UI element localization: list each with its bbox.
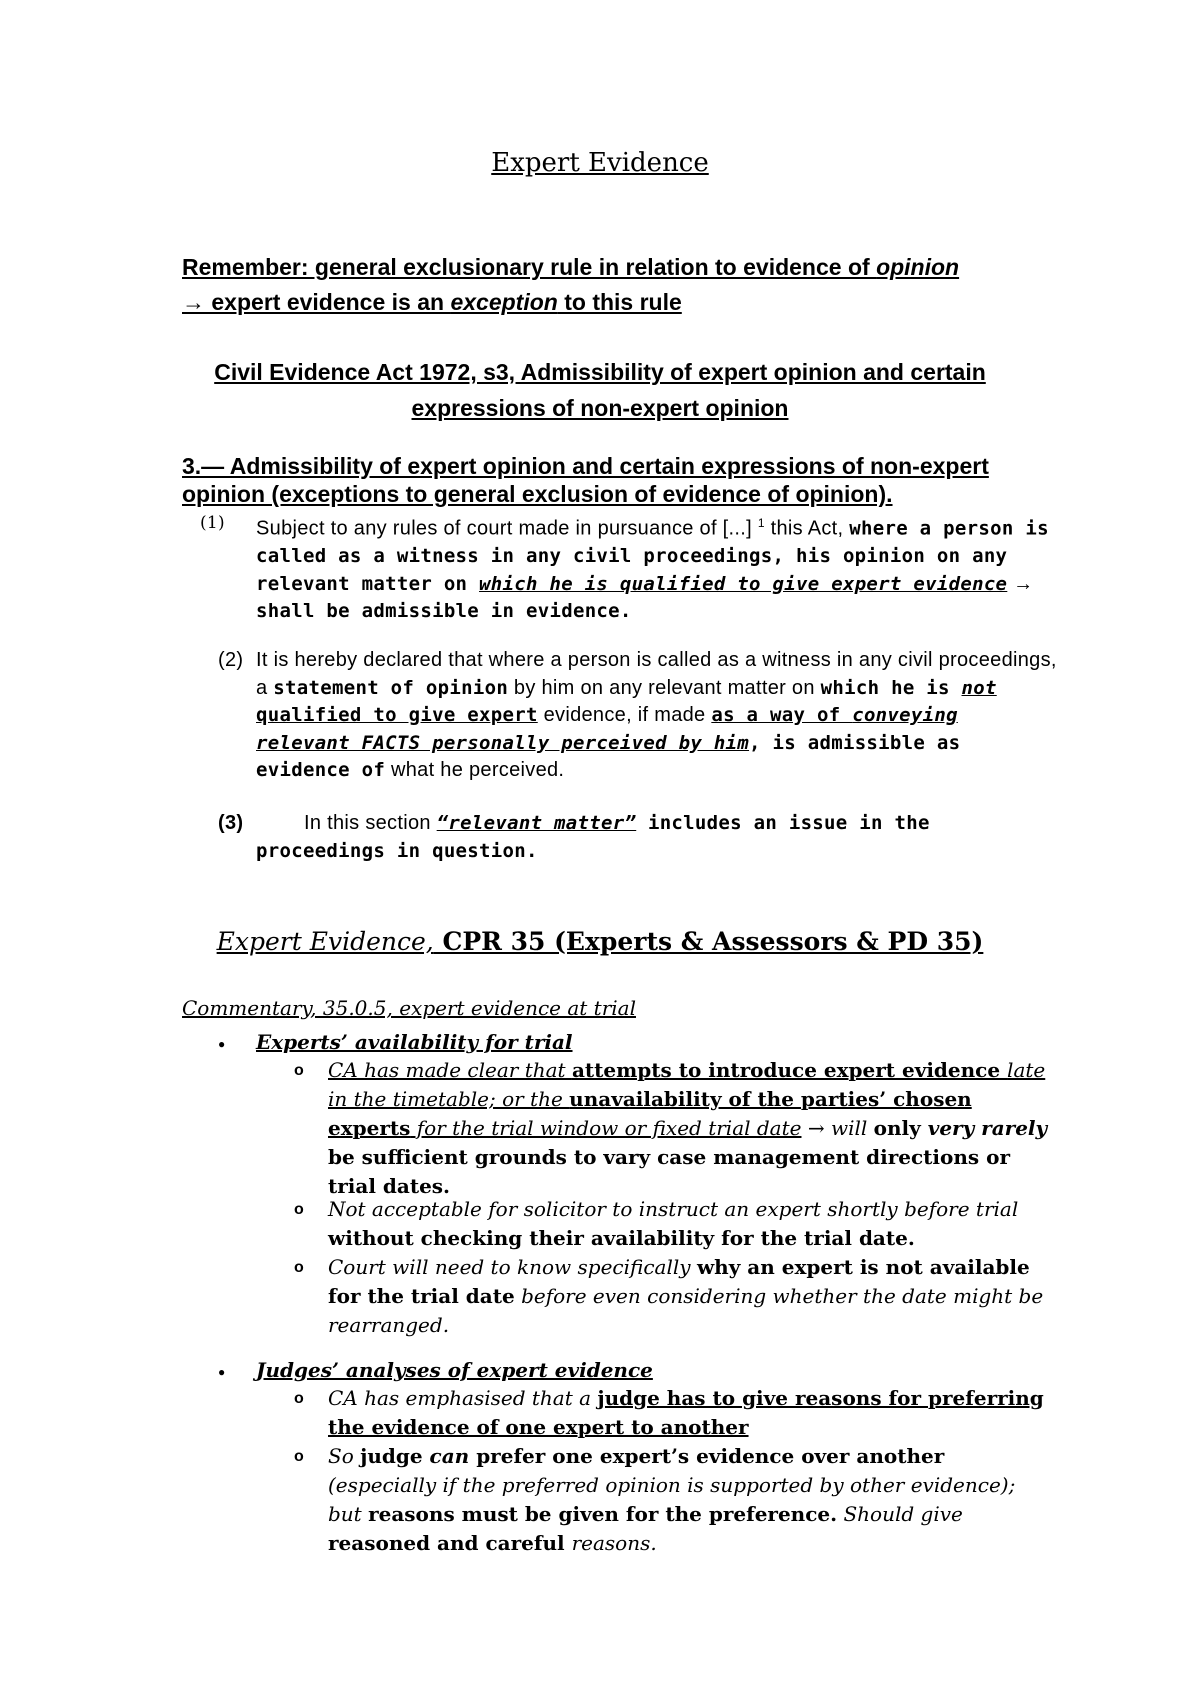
sub2-text-h: as a way of: [711, 704, 853, 726]
sub-bullet-icon: o: [294, 1201, 304, 1218]
sub-bullet-icon: o: [294, 1448, 304, 1465]
commentary-heading: Commentary, 35.0.5, expert evidence at trial: [182, 996, 636, 1020]
sub2-text-g: evidence, if made: [537, 704, 712, 726]
exception-emphasis: exception: [450, 289, 558, 315]
sub1-text-c: where a person is called as a witness in any civil proceedings, his opinion on any relevant matter on: [256, 517, 1049, 595]
sub2-text-j: , is admissible as evidence of: [256, 731, 961, 781]
footnote-marker: 1: [757, 516, 765, 530]
segment: can: [429, 1444, 470, 1468]
group-label: Judges’ analyses of expert evidence: [256, 1358, 653, 1382]
sub1-text-e: shall be admissible in evidence.: [256, 600, 632, 623]
arrow-icon: →: [1013, 572, 1034, 595]
section-3-heading: 3.— Admissibility of expert opinion and certain expressions of non-expert opinion (exceptions to general exclusion of evidence of opinion).: [182, 453, 989, 507]
segment: judge has to give reasons for preferring the evidence of one expert to another: [328, 1386, 1044, 1439]
segment: why an expert is not available for the trial date: [328, 1255, 1030, 1308]
page-title: Expert Evidence: [491, 148, 709, 178]
remember-text-2: expert evidence is an: [205, 289, 451, 315]
segment: CA has made clear that: [328, 1058, 572, 1082]
segment: prefer one expert’s evidence over another: [469, 1444, 945, 1468]
segment: reasons.: [571, 1531, 657, 1555]
segment: be sufficient grounds to vary case management directions or trial dates.: [328, 1145, 1011, 1198]
segment: before even considering whether the date might be rearranged.: [328, 1284, 1044, 1337]
segment: attempts to introduce expert evidence: [571, 1058, 1008, 1082]
list-item: [328, 1253, 1048, 1340]
remember-note: [182, 250, 1042, 320]
segment: without checking their availability for the trial date.: [328, 1226, 915, 1250]
bullet-icon: ●: [218, 1365, 226, 1379]
opinion-emphasis: opinion: [876, 254, 960, 280]
sub2-text-a: It is hereby declared that where a person is called as a witness in any civil proceedings, a: [256, 649, 1057, 699]
sub2-text-d: which he is: [820, 676, 962, 699]
sub-bullet-icon: o: [294, 1062, 304, 1079]
list-item: [328, 1442, 1048, 1558]
segment: judge: [360, 1444, 430, 1468]
segment: only: [873, 1116, 928, 1140]
cea-heading: Civil Evidence Act 1972, s3, Admissibility of expert opinion and certain expressions of non-expert opinion: [214, 359, 986, 421]
subsection-2: [182, 647, 1062, 785]
group-label: Experts’ availability for trial: [256, 1030, 573, 1054]
segment: late in the timetable; or the: [328, 1058, 1046, 1111]
sub2-not-emphasis: not: [961, 676, 997, 699]
segment: Court will need to know specifically: [328, 1255, 697, 1279]
segment: very rarely: [927, 1116, 1048, 1140]
segment: Not acceptable for solicitor to instruct an expert shortly before trial: [328, 1197, 1019, 1221]
segment: reasons must be given for the preference.: [368, 1502, 838, 1526]
cpr-heading-rest: CPR 35 (Experts & Assessors & PD 35): [433, 927, 984, 956]
sub2-facts-emphasis: conveying relevant FACTS personally perceived by him: [256, 704, 958, 754]
relevant-matter-term: “relevant matter”: [436, 812, 637, 834]
segment: (especially if the preferred opinion is supported by other evidence); but: [328, 1473, 1016, 1526]
cpr-heading: [0, 927, 1200, 956]
arrow-icon: →: [182, 289, 205, 315]
list-item: [328, 1384, 1048, 1442]
sub3-text-c: includes an issue in the proceedings in question.: [256, 812, 930, 862]
list-item: [328, 1056, 1048, 1201]
list-item: [328, 1195, 1048, 1253]
subsection-3: [182, 810, 1062, 865]
subsection-3-number: (3): [218, 812, 244, 834]
segment: reasoned and careful: [328, 1531, 572, 1555]
segment: for the trial window or fixed trial date: [410, 1116, 802, 1140]
sub2-text-k: what he perceived.: [385, 759, 565, 781]
segment: So: [328, 1444, 361, 1468]
segment: Should give: [837, 1502, 963, 1526]
sub2-statement-of-opinion: statement of opinion: [273, 676, 509, 699]
subsection-2-number: (2): [218, 649, 244, 671]
sub3-text-a: In this section: [304, 812, 437, 834]
sub2-text-f: qualified to give expert: [256, 704, 538, 726]
segment: unavailability of the parties’ chosen experts: [328, 1087, 972, 1140]
remember-text-3: to this rule: [557, 289, 682, 315]
sub1-text-b: this Act,: [764, 517, 850, 540]
segment: CA has emphasised that a: [328, 1386, 598, 1410]
sub1-text-a: Subject to any rules of court made in pursuance of [...]: [256, 517, 758, 540]
sub1-qualified-emphasis: which he is qualified to give expert evidence: [479, 572, 1008, 595]
segment: will: [830, 1116, 874, 1140]
subsection-1-number: (1): [200, 513, 225, 533]
subsection-1: [182, 510, 1062, 626]
sub2-text-c: by him on any relevant matter on: [508, 676, 821, 699]
cpr-heading-italic: Expert Evidence,: [216, 927, 434, 956]
sub-bullet-icon: o: [294, 1259, 304, 1276]
sub-bullet-icon: o: [294, 1390, 304, 1407]
remember-text-1: Remember: general exclusionary rule in relation to evidence of: [182, 254, 877, 280]
arrow-icon: →: [801, 1116, 831, 1140]
bullet-icon: ●: [218, 1037, 226, 1051]
